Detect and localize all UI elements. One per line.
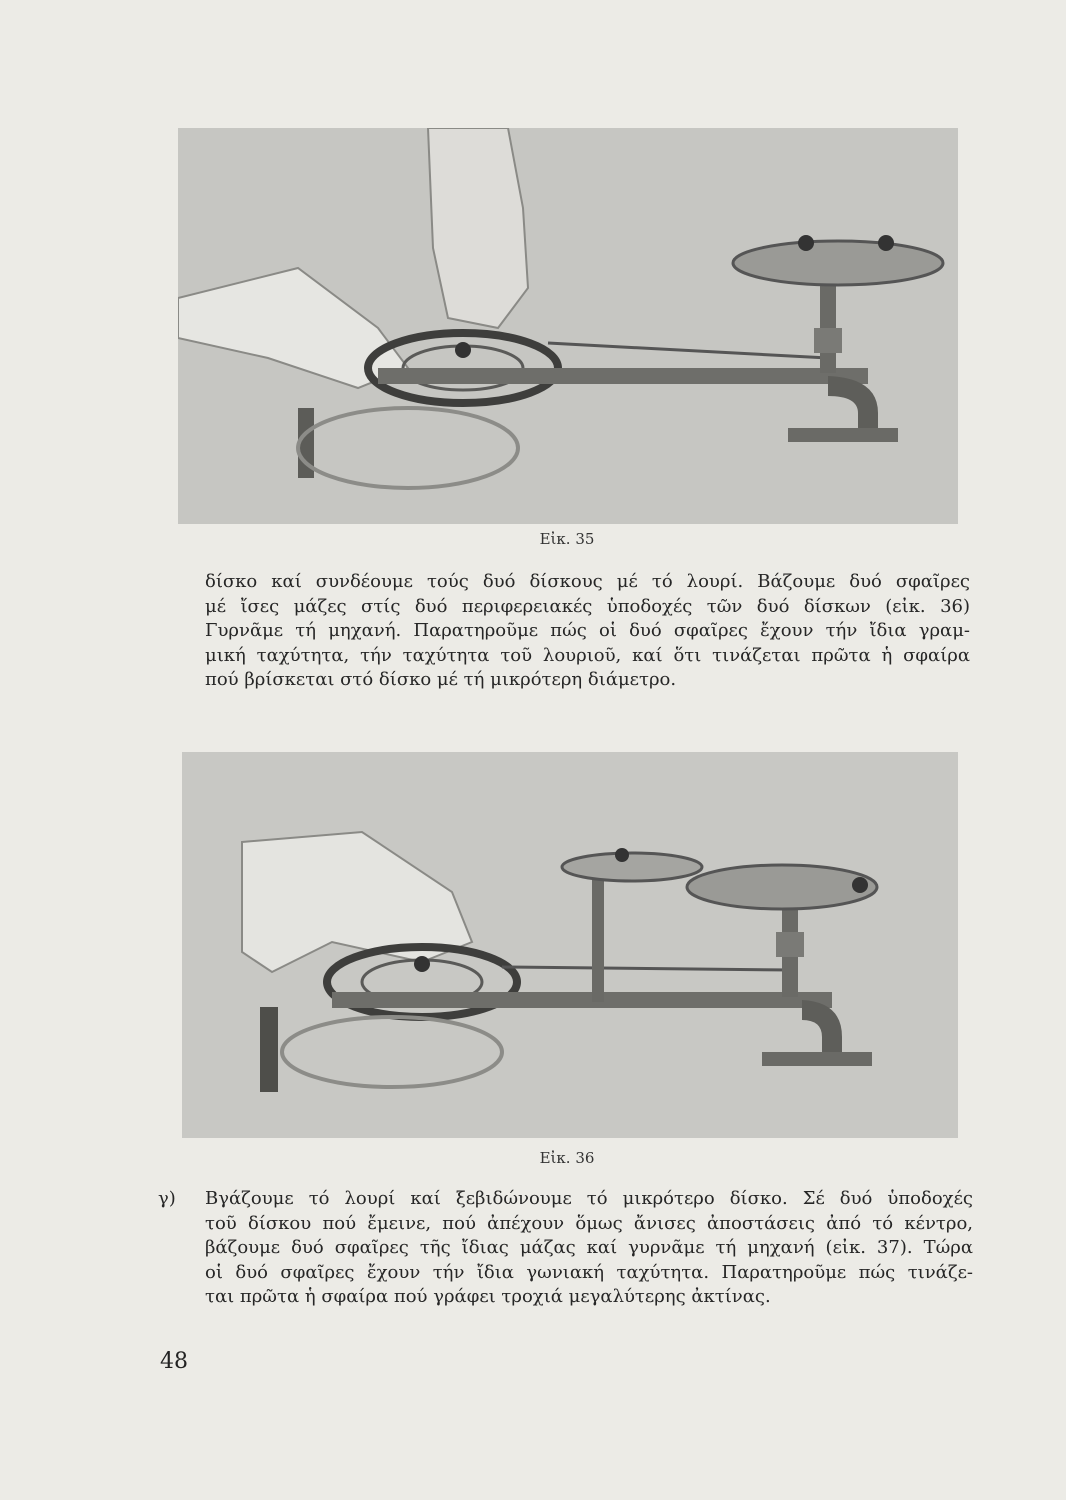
centrifugal-machine-photo-36: [182, 752, 958, 1138]
figure-36-caption: Εἰκ. 36: [539, 1149, 595, 1167]
figure-35-photo: [178, 128, 958, 524]
paragraph-2-label: γ): [158, 1188, 176, 1209]
paragraph-2: [158, 1187, 973, 1310]
paragraph-1-line: μική ταχύτητα, τήν ταχύτητα τοῦ λουριοῦ, καί ὅτι τινάζεται πρῶτα ἡ σφαίρα: [205, 644, 970, 666]
figure-36-photo: [182, 752, 958, 1138]
paragraph-1-line: πού βρίσκεται στό δίσκο μέ τή μικρότερη διάμετρο.: [205, 669, 677, 690]
figure-35-caption: Εἰκ. 35: [539, 530, 595, 548]
paragraph-1: [205, 570, 970, 693]
paragraph-1-line: Γυρνᾶμε τή μηχανή. Παρατηροῦμε πώς οἱ δυό σφαῖρες ἔχουν τήν ἴδια γραμ-: [205, 620, 970, 641]
paragraph-2-line: βάζουμε δυό σφαῖρες τῆς ἴδιας μάζας καί γυρνᾶμε τή μηχανή (εἰκ. 37). Τώρα: [205, 1237, 973, 1258]
paragraph-2-line: Βγάζουμε τό λουρί καί ξεβιδώνουμε τό μικρότερο δίσκο. Σέ δυό ὑποδοχές: [205, 1188, 973, 1209]
paragraph-2-line: τοῦ δίσκου πού ἔμεινε, πού ἀπέχουν ὅμως ἄνισες ἀποστάσεις ἀπό τό κέντρο,: [205, 1212, 973, 1234]
paragraph-1-line: δίσκο καί συνδέουμε τούς δυό δίσκους μέ τό λουρί. Βάζουμε δυό σφαῖρες: [205, 571, 970, 592]
paragraph-2-line: οἱ δυό σφαῖρες ἔχουν τήν ἴδια γωνιακή ταχύτητα. Παρατηροῦμε πώς τινάζε-: [205, 1261, 973, 1283]
page-number: 48: [160, 1349, 188, 1374]
paragraph-2-line: ται πρῶτα ἡ σφαίρα πού γράφει τροχιά μεγαλύτερης ἀκτίνας.: [205, 1286, 771, 1307]
centrifugal-machine-photo-35: [178, 128, 958, 524]
paragraph-1-line: μέ ἴσες μάζες στίς δυό περιφερειακές ὑποδοχές τῶν δυό δίσκων (εἰκ. 36): [205, 595, 970, 617]
